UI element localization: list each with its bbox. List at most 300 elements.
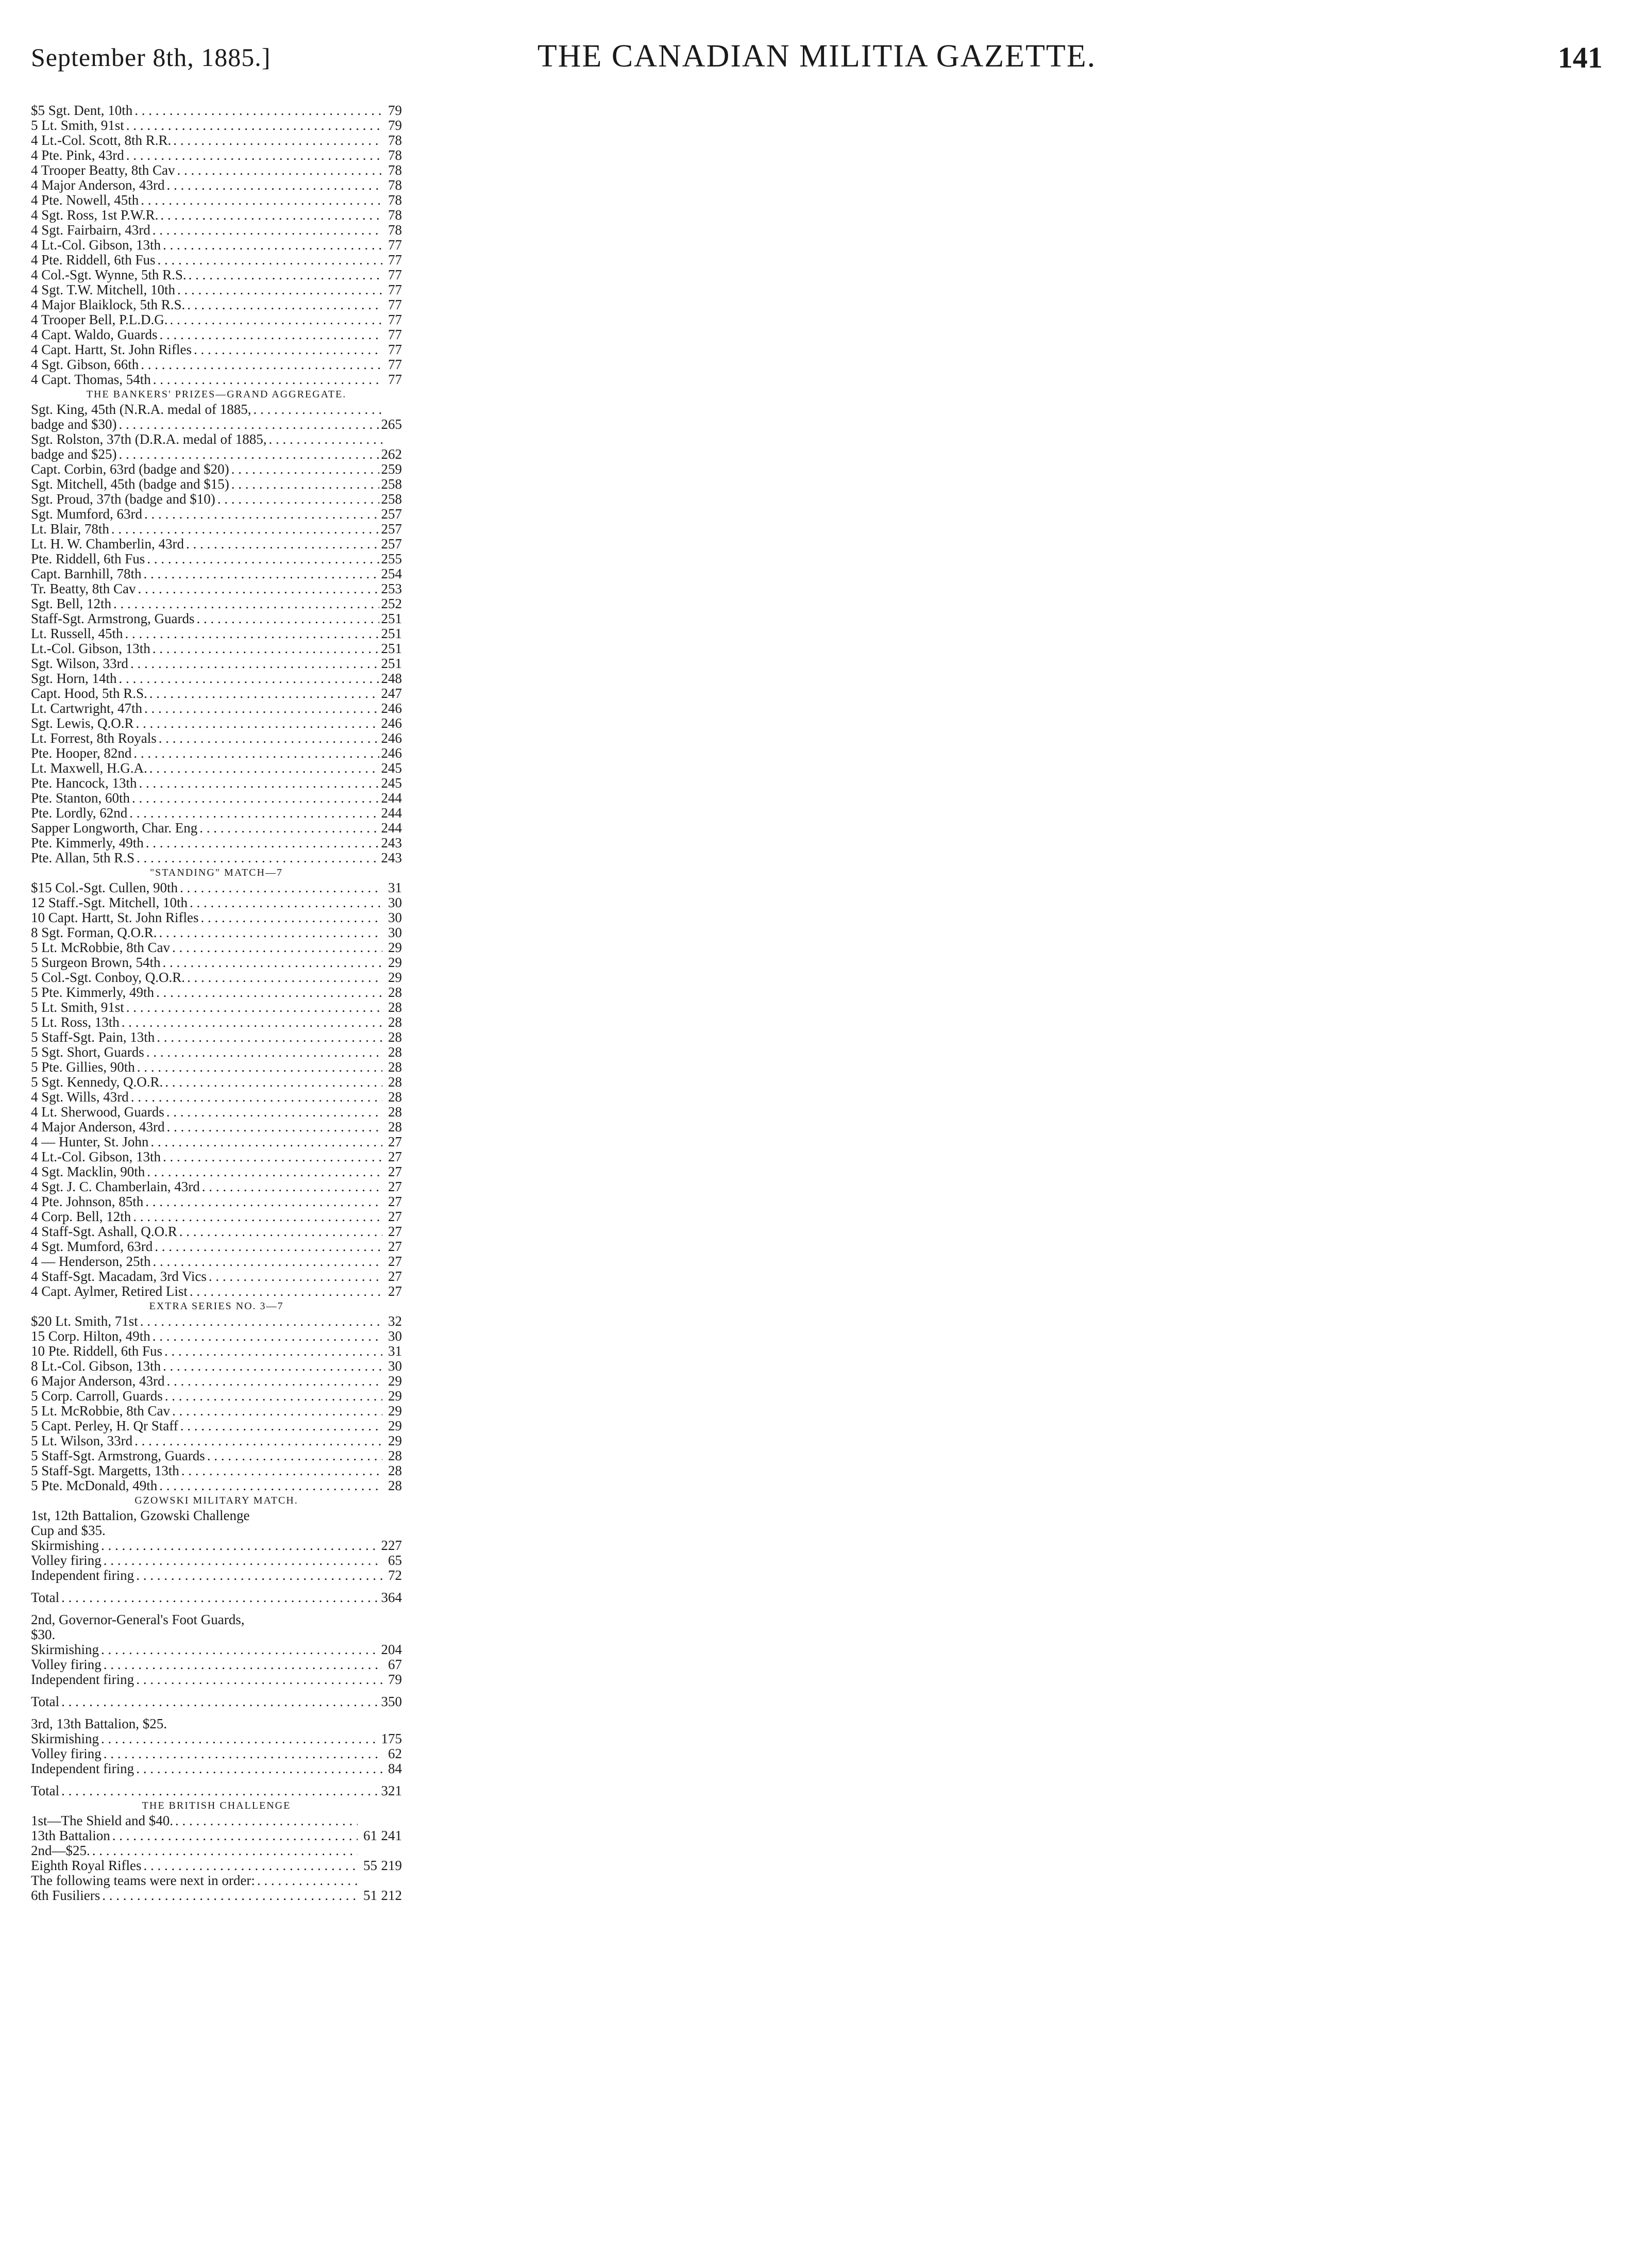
entry-name: badge and $30): [31, 417, 117, 432]
entry-score: 29: [388, 1374, 402, 1389]
score-row: [31, 671, 402, 686]
leader-dots: [104, 1657, 382, 1672]
section-heading: THE BRITISH CHALLENGE: [142, 1800, 291, 1811]
entry-score: 65: [388, 1553, 402, 1568]
entry-score: 27: [388, 1135, 402, 1149]
entry-total: 219: [381, 1858, 402, 1873]
score-row: [31, 1269, 402, 1284]
score-row: [31, 372, 402, 387]
leader-dots: [163, 238, 382, 253]
entry-name: 5 Capt. Perley, H. Qr Staff: [31, 1419, 178, 1433]
entry-score: 28: [388, 985, 402, 1000]
entry-score: 29: [388, 1419, 402, 1433]
leader-dots: [122, 1015, 382, 1030]
entry-name: Volley firing: [31, 1657, 102, 1672]
entry-name: 4 Sgt. Ross, 1st P.W.R.: [31, 208, 159, 223]
entry-score: 79: [388, 1672, 402, 1687]
entry-score: 78: [388, 148, 402, 163]
entry-name: Volley firing: [31, 1553, 102, 1568]
score-row: [31, 821, 402, 836]
entry-name: 4 Corp. Bell, 12th: [31, 1209, 131, 1224]
entry-score: 27: [388, 1254, 402, 1269]
leader-dots: [194, 342, 382, 357]
score-row: [31, 1419, 402, 1433]
entry-total: 212: [381, 1888, 402, 1903]
score-row: [31, 806, 402, 821]
entry-name: 5 Staff-Sgt. Margetts, 13th: [31, 1463, 179, 1478]
leader-dots: [113, 596, 379, 611]
leader-dots: [175, 1813, 358, 1828]
entry-score: 77: [388, 342, 402, 357]
leader-dots: [104, 1746, 382, 1761]
entry-score: 246: [381, 701, 402, 716]
leader-dots: [129, 806, 379, 821]
entry-name: 8 Lt.-Col. Gibson, 13th: [31, 1359, 161, 1374]
section-heading: EXTRA SERIES NO. 3—7: [149, 1300, 284, 1312]
score-row: [31, 178, 402, 193]
entry-score: 251: [381, 626, 402, 641]
score-row: [31, 1828, 402, 1843]
entry-name: 5 Lt. McRobbie, 8th Cav: [31, 940, 170, 955]
entry-score: 245: [381, 776, 402, 791]
leader-dots: [166, 178, 382, 193]
entry-score: 28: [388, 1448, 402, 1463]
score-row: [31, 701, 402, 716]
leader-dots: [197, 611, 379, 626]
score-row: [31, 1568, 402, 1583]
entry-name: 4 Capt. Aylmer, Retired List: [31, 1284, 188, 1299]
score-row: [31, 1672, 402, 1687]
leader-dots: [131, 1090, 382, 1105]
entry-name: 4 Lt.-Col. Gibson, 13th: [31, 238, 161, 253]
spacer: [31, 1605, 402, 1612]
entry-score: 77: [388, 327, 402, 342]
score-row: [31, 357, 402, 372]
leader-dots: [163, 1359, 382, 1374]
score-row: [31, 716, 402, 731]
entry-name: 5 Pte. Gillies, 90th: [31, 1060, 135, 1075]
score-row: [31, 402, 402, 417]
entry-name: Lt. Russell, 45th: [31, 626, 123, 641]
entry-score: 27: [388, 1239, 402, 1254]
text-line: $30.: [31, 1627, 56, 1642]
entry-score: 28: [388, 1060, 402, 1075]
entry-name: Total: [31, 1694, 60, 1709]
leader-dots: [139, 776, 379, 791]
leader-dots: [149, 686, 379, 701]
entry-name: Eighth Royal Rifles: [31, 1858, 142, 1873]
entry-score: 27: [388, 1164, 402, 1179]
entry-name: 4 Sgt. Gibson, 66th: [31, 357, 139, 372]
entry-score: 27: [388, 1194, 402, 1209]
leader-dots: [145, 1194, 382, 1209]
entry-score: 28: [388, 1075, 402, 1090]
score-row: [31, 1433, 402, 1448]
leader-dots: [158, 253, 382, 268]
entry-score: 67: [388, 1657, 402, 1672]
entry-name: Lt. Maxwell, H.G.A.: [31, 761, 147, 776]
entry-name: 4 Lt.-Col. Gibson, 13th: [31, 1149, 161, 1164]
entry-name: 4 Major Anderson, 43rd: [31, 1120, 165, 1135]
entry-score: 251: [381, 641, 402, 656]
entry-name: Pte. Riddell, 6th Fus: [31, 552, 145, 566]
score-row: [31, 238, 402, 253]
entry-name: 5 Staff-Sgt. Pain, 13th: [31, 1030, 155, 1045]
leader-dots: [101, 1538, 379, 1553]
score-row: [31, 447, 402, 462]
leader-dots: [231, 462, 379, 477]
entry-score: 28: [388, 1015, 402, 1030]
section-heading: GZOWSKI MILITARY MATCH.: [134, 1495, 298, 1506]
entry-score: 248: [381, 671, 402, 686]
entry-total: 241: [381, 1828, 402, 1843]
entry-name: 4 Pte. Johnson, 85th: [31, 1194, 144, 1209]
score-row: [31, 626, 402, 641]
entry-name: Skirmishing: [31, 1642, 99, 1657]
score-row: [31, 611, 402, 626]
leader-dots: [190, 1284, 382, 1299]
score-row: [31, 552, 402, 566]
entry-score: 29: [388, 955, 402, 970]
entry-name: Capt. Corbin, 63rd (badge and $20): [31, 462, 229, 477]
entry-score: 244: [381, 791, 402, 806]
score-row: [31, 118, 402, 133]
score-row: [31, 851, 402, 865]
score-row: [31, 327, 402, 342]
entry-name: 4 Lt. Sherwood, Guards: [31, 1105, 164, 1120]
leader-dots: [159, 1478, 382, 1493]
score-row: [31, 1538, 402, 1553]
score-row: [31, 193, 402, 208]
leader-dots: [130, 656, 379, 671]
entry-score: 30: [388, 910, 402, 925]
entry-name: Tr. Beatty, 8th Cav: [31, 581, 136, 596]
leader-dots: [180, 1419, 382, 1433]
score-row: [31, 1888, 402, 1903]
leader-dots: [141, 357, 382, 372]
score-row: [31, 1090, 402, 1105]
entry-name: 5 Pte. Kimmerly, 49th: [31, 985, 154, 1000]
leader-dots: [269, 432, 383, 447]
entry-score: 175: [381, 1731, 402, 1746]
entry-name: Sgt. King, 45th (N.R.A. medal of 1885,: [31, 402, 251, 417]
score-row: [31, 1015, 402, 1030]
leader-dots: [119, 671, 379, 686]
leader-dots: [153, 1254, 382, 1269]
score-row: [31, 492, 402, 507]
entry-name: 10 Capt. Hartt, St. John Rifles: [31, 910, 199, 925]
entry-name: Capt. Hood, 5th R.S.: [31, 686, 147, 701]
entry-score: 77: [388, 372, 402, 387]
entry-score: 28: [388, 1045, 402, 1060]
leader-dots: [202, 1179, 382, 1194]
leader-dots: [187, 297, 382, 312]
leader-dots: [137, 1060, 382, 1075]
score-row: [31, 1642, 402, 1657]
score-row: [31, 731, 402, 746]
entry-score: 247: [381, 686, 402, 701]
score-row: [31, 1209, 402, 1224]
score-row: [31, 208, 402, 223]
entry-name: Capt. Barnhill, 78th: [31, 566, 142, 581]
score-row: [31, 836, 402, 851]
entry-score: 62: [388, 1746, 402, 1761]
score-row: [31, 312, 402, 327]
leader-dots: [101, 1642, 379, 1657]
entry-name: Pte. Stanton, 60th: [31, 791, 130, 806]
section-heading: THE BANKERS' PRIZES—GRAND AGGREGATE.: [86, 389, 347, 400]
page-number: 141: [1558, 41, 1603, 74]
leader-dots: [207, 1448, 382, 1463]
entry-score: 30: [388, 1329, 402, 1344]
entry-name: badge and $25): [31, 447, 117, 462]
leader-dots: [166, 1105, 382, 1120]
entry-score: 31: [388, 1344, 402, 1359]
entry-score: 29: [388, 970, 402, 985]
score-row: [31, 1239, 402, 1254]
entry-name: Sgt. Mumford, 63rd: [31, 507, 142, 522]
entry-name: 4 Col.-Sgt. Wynne, 5th R.S.: [31, 268, 187, 282]
entry-name: 5 Lt. Wilson, 33rd: [31, 1433, 133, 1448]
leader-dots: [177, 282, 382, 297]
entry-score: 30: [388, 925, 402, 940]
leader-dots: [199, 821, 379, 836]
entry-name: 4 Capt. Hartt, St. John Rifles: [31, 342, 192, 357]
entry-name: $20 Lt. Smith, 71st: [31, 1314, 138, 1329]
leader-dots: [147, 552, 379, 566]
leader-dots: [112, 1828, 358, 1843]
entry-name: Sapper Longworth, Char. Eng: [31, 821, 198, 836]
leader-dots: [149, 761, 379, 776]
score-row: [31, 432, 402, 447]
entry-name: 4 Major Blaiklock, 5th R.S.: [31, 297, 186, 312]
leader-dots: [136, 716, 379, 731]
entry-name: 4 Sgt. T.W. Mitchell, 10th: [31, 282, 176, 297]
entry-score: 84: [388, 1761, 402, 1776]
entry-name: 4 Sgt. Mumford, 63rd: [31, 1239, 153, 1254]
entry-score: 28: [388, 1120, 402, 1135]
score-row: [31, 1164, 402, 1179]
entry-score: 257: [381, 507, 402, 522]
entry-score: 258: [381, 492, 402, 507]
entry-name: Sgt. Horn, 14th: [31, 671, 117, 686]
entry-score: 227: [381, 1538, 402, 1553]
entry-name: Pte. Kimmerly, 49th: [31, 836, 144, 851]
entry-name: 5 Corp. Carroll, Guards: [31, 1389, 163, 1404]
score-row: [31, 297, 402, 312]
leader-dots: [159, 925, 382, 940]
entry-score: 77: [388, 268, 402, 282]
score-row: [31, 1224, 402, 1239]
entry-score: 79: [388, 118, 402, 133]
entry-score: 79: [388, 103, 402, 118]
entry-name: Pte. Allan, 5th R.S: [31, 851, 135, 865]
leader-dots: [231, 477, 379, 492]
entry-name: 12 Staff.-Sgt. Mitchell, 10th: [31, 895, 188, 910]
score-row: [31, 1389, 402, 1404]
score-row: [31, 462, 402, 477]
leader-dots: [136, 1672, 382, 1687]
leader-dots: [187, 970, 382, 985]
score-row: [31, 507, 402, 522]
leader-dots: [144, 701, 379, 716]
score-row: [31, 581, 402, 596]
entry-name: 5 Staff-Sgt. Armstrong, Guards: [31, 1448, 205, 1463]
leader-dots: [138, 581, 379, 596]
entry-score: 244: [381, 806, 402, 821]
score-row: [31, 282, 402, 297]
entry-name: Independent firing: [31, 1568, 134, 1583]
entry-score: 245: [381, 761, 402, 776]
score-row: [31, 1448, 402, 1463]
entry-score: 78: [388, 178, 402, 193]
score-row: [31, 477, 402, 492]
score-row: [31, 970, 402, 985]
entry-score: 30: [388, 1359, 402, 1374]
leader-dots: [102, 1888, 358, 1903]
score-row: [31, 223, 402, 238]
score-row: [31, 1194, 402, 1209]
entry-name: 5 Lt. Smith, 91st: [31, 1000, 124, 1015]
entry-score: 77: [388, 297, 402, 312]
entry-name: Independent firing: [31, 1761, 134, 1776]
score-row: [31, 1149, 402, 1164]
page-header: [31, 31, 1603, 77]
score-row: [31, 1478, 402, 1493]
entry-score: 77: [388, 238, 402, 253]
entry-name: Lt. Cartwright, 47th: [31, 701, 142, 716]
entry-score: 27: [388, 1269, 402, 1284]
score-row: [31, 1590, 402, 1605]
leader-dots: [61, 1590, 379, 1605]
score-row: [31, 1030, 402, 1045]
text-line: 1st, 12th Battalion, Gzowski Challenge: [31, 1508, 250, 1523]
entry-name: 4 Pte. Riddell, 6th Fus: [31, 253, 156, 268]
entry-name: 5 Lt. Smith, 91st: [31, 118, 124, 133]
score-row: [31, 1314, 402, 1329]
entry-score: 72: [388, 1568, 402, 1583]
leader-dots: [141, 193, 382, 208]
leader-dots: [119, 417, 379, 432]
entry-name: Sgt. Mitchell, 45th (badge and $15): [31, 477, 229, 492]
leader-dots: [126, 1000, 382, 1015]
score-row: [31, 253, 402, 268]
entry-name: Skirmishing: [31, 1731, 99, 1746]
score-row: [31, 940, 402, 955]
leader-dots: [150, 1135, 382, 1149]
spacer: [31, 1709, 402, 1716]
score-row: [31, 1813, 402, 1828]
entry-name: Lt. Blair, 78th: [31, 522, 109, 537]
entry-score: 78: [388, 208, 402, 223]
entry-name: The following teams were next in order:: [31, 1873, 255, 1888]
leader-dots: [134, 1433, 382, 1448]
score-row: [31, 342, 402, 357]
leader-dots: [164, 1344, 382, 1359]
leader-dots: [217, 492, 379, 507]
score-row: [31, 1783, 402, 1798]
entry-score: 31: [388, 880, 402, 895]
leader-dots: [132, 791, 379, 806]
entry-score: 246: [381, 746, 402, 761]
entry-name: 4 — Henderson, 25th: [31, 1254, 151, 1269]
entry-score: 78: [388, 193, 402, 208]
leader-dots: [143, 566, 379, 581]
entry-name: 4 Sgt. Fairbairn, 43rd: [31, 223, 150, 238]
leader-dots: [153, 223, 382, 238]
leader-dots: [153, 641, 379, 656]
entry-name: 4 Sgt. Macklin, 90th: [31, 1164, 145, 1179]
score-row: [31, 910, 402, 925]
score-row: [31, 537, 402, 552]
entry-name: 5 Sgt. Short, Guards: [31, 1045, 144, 1060]
entry-name: 4 Major Anderson, 43rd: [31, 178, 165, 193]
leader-dots: [186, 537, 379, 552]
entry-name: 10 Pte. Riddell, 6th Fus: [31, 1344, 163, 1359]
entry-name: $15 Col.-Sgt. Cullen, 90th: [31, 880, 178, 895]
score-row: [31, 1344, 402, 1359]
score-row: [31, 1135, 402, 1149]
entry-name: Staff-Sgt. Armstrong, Guards: [31, 611, 195, 626]
score-row: [31, 133, 402, 148]
entry-score: 253: [381, 581, 402, 596]
entry-score: 61: [363, 1828, 377, 1843]
score-row: [31, 1120, 402, 1135]
leader-dots: [133, 746, 379, 761]
entry-score: 29: [388, 1389, 402, 1404]
score-row: [31, 746, 402, 761]
leader-dots: [173, 133, 382, 148]
score-row: [31, 1254, 402, 1269]
score-row: [31, 1000, 402, 1015]
leader-dots: [119, 447, 379, 462]
entry-score: 27: [388, 1284, 402, 1299]
entry-score: 78: [388, 223, 402, 238]
entry-score: 246: [381, 716, 402, 731]
entry-name: Lt. H. W. Chamberlin, 43rd: [31, 537, 184, 552]
entry-name: $5 Sgt. Dent, 10th: [31, 103, 133, 118]
entry-score: 257: [381, 537, 402, 552]
page-title: THE CANADIAN MILITIA GAZETTE.: [537, 39, 1097, 74]
score-row: [31, 1694, 402, 1709]
score-row: [31, 1761, 402, 1776]
leader-dots: [61, 1783, 379, 1798]
score-row: [31, 880, 402, 895]
entry-name: 5 Lt. McRobbie, 8th Cav: [31, 1404, 170, 1419]
entry-name: Sgt. Lewis, Q.O.R: [31, 716, 134, 731]
leader-dots: [125, 626, 379, 641]
entry-name: Sgt. Proud, 37th (badge and $10): [31, 492, 215, 507]
score-row: [31, 163, 402, 178]
entry-score: 321: [381, 1783, 402, 1798]
leader-dots: [172, 940, 382, 955]
entry-name: 4 Sgt. J. C. Chamberlain, 43rd: [31, 1179, 200, 1194]
entry-score: 27: [388, 1209, 402, 1224]
entry-name: 5 Sgt. Kennedy, Q.O.R.: [31, 1075, 163, 1090]
score-row: [31, 686, 402, 701]
leader-dots: [92, 1843, 358, 1858]
score-row: [31, 1553, 402, 1568]
entry-score: 265: [381, 417, 402, 432]
leader-dots: [160, 327, 382, 342]
leader-dots: [140, 1314, 382, 1329]
leader-dots: [126, 148, 382, 163]
score-row: [31, 1746, 402, 1761]
leader-dots: [190, 895, 382, 910]
score-row: [31, 1060, 402, 1075]
entry-score: 254: [381, 566, 402, 581]
entry-name: Pte. Lordly, 62nd: [31, 806, 128, 821]
